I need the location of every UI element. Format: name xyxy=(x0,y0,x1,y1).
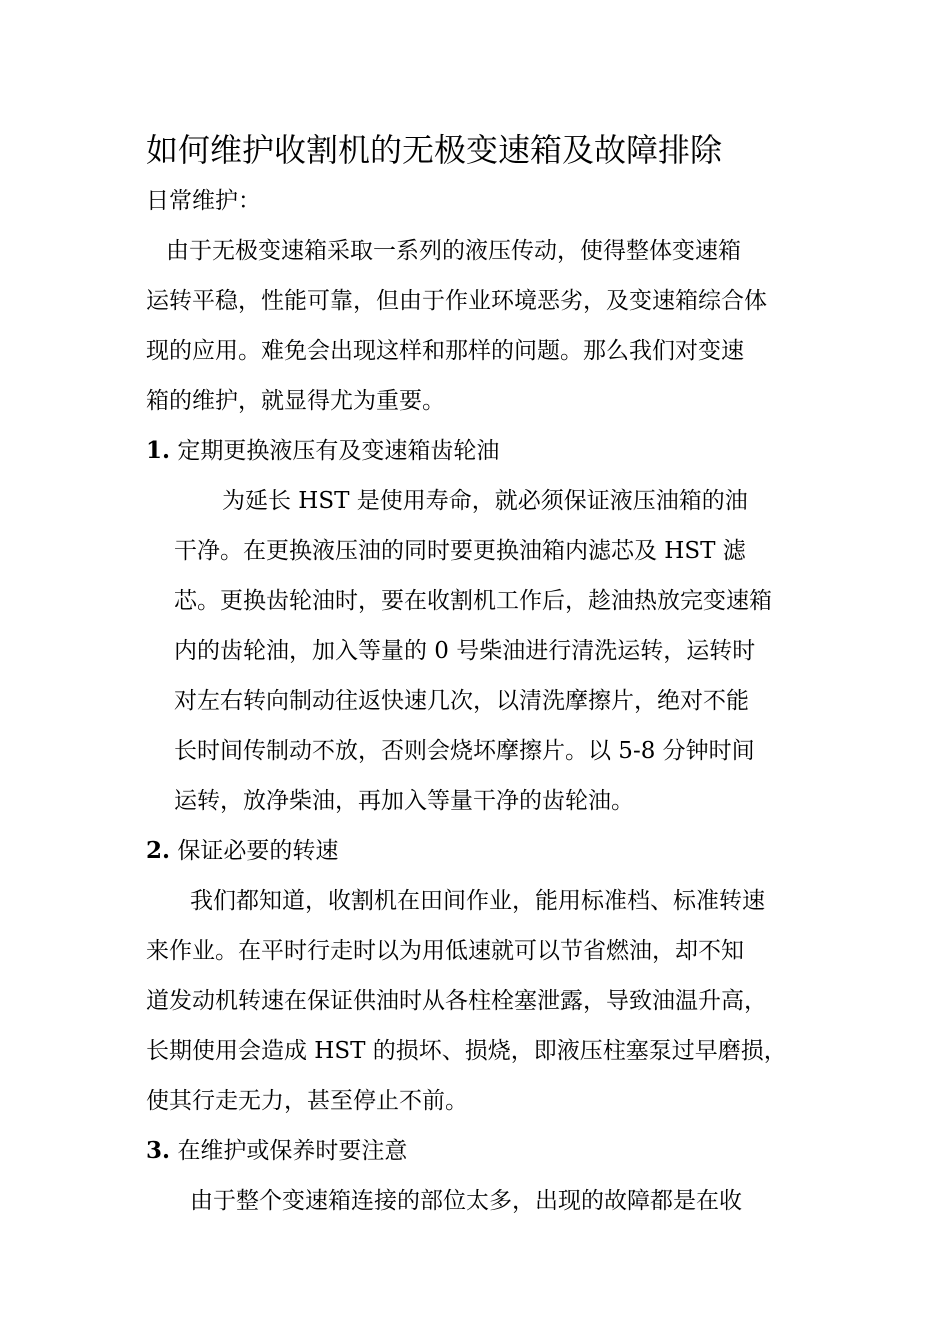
section-2-line-2: 来作业。在平时行走时以为用低速就可以节省燃油，却不知 xyxy=(146,938,744,964)
section-1-line-7: 运转，放净柴油，再加入等量干净的齿轮油。 xyxy=(174,788,634,814)
section-2-line-3: 道发动机转速在保证供油时从各柱栓塞泄露，导致油温升高， xyxy=(146,988,767,1014)
section-1-line-1: 为延长 HST 是使用寿命，就必须保证液压油箱的油 xyxy=(222,488,748,514)
subtitle-daily-maintenance: 日常维护： xyxy=(146,188,261,214)
section-1-heading-text: 定期更换液压有及变速箱齿轮油 xyxy=(177,438,500,464)
section-3-heading xyxy=(146,1133,407,1169)
section-1-line-3: 芯。更换齿轮油时，要在收割机工作后，趁油热放完变速箱 xyxy=(174,588,772,614)
intro-line-1: 由于无极变速箱采取一系列的液压传动，使得整体变速箱 xyxy=(166,238,741,264)
intro-line-4: 箱的维护，就显得尤为重要。 xyxy=(146,388,445,414)
section-3-heading-text: 在维护或保养时要注意 xyxy=(177,1138,408,1164)
section-2-heading-text: 保证必要的转速 xyxy=(177,838,339,864)
intro-line-2: 运转平稳，性能可靠，但由于作业环境恶劣，及变速箱综合体 xyxy=(146,288,767,314)
document-title: 如何维护收割机的无极变速箱及故障排除 xyxy=(146,131,723,169)
section-1-line-2: 干净。在更换液压油的同时要更换油箱内滤芯及 HST 滤 xyxy=(174,538,746,564)
section-2-line-1: 我们都知道，收割机在田间作业，能用标准档、标准转速 xyxy=(190,888,765,914)
section-1-line-4: 内的齿轮油，加入等量的 0 号柴油进行清洗运转，运转时 xyxy=(174,638,756,664)
section-3-line-1: 由于整个变速箱连接的部位太多，出现的故障都是在收 xyxy=(190,1188,742,1214)
section-1-line-6: 长时间传制动不放，否则会烧坏摩擦片。以 5-8 分钟时间 xyxy=(174,738,755,764)
section-3-number: 3. xyxy=(146,1137,171,1164)
section-1-heading xyxy=(146,433,499,469)
section-2-heading xyxy=(146,833,338,869)
section-1-number: 1. xyxy=(146,437,171,464)
section-1-line-5: 对左右转向制动往返快速几次，以清洗摩擦片，绝对不能 xyxy=(174,688,749,714)
section-2-line-5: 使其行走无力，甚至停止不前。 xyxy=(146,1088,468,1114)
intro-line-3: 现的应用。难免会出现这样和那样的问题。那么我们对变速 xyxy=(146,338,744,364)
section-2-number: 2. xyxy=(146,837,171,864)
section-2-line-4: 长期使用会造成 HST 的损坏、损烧，即液压柱塞泵过早磨损， xyxy=(146,1038,787,1064)
